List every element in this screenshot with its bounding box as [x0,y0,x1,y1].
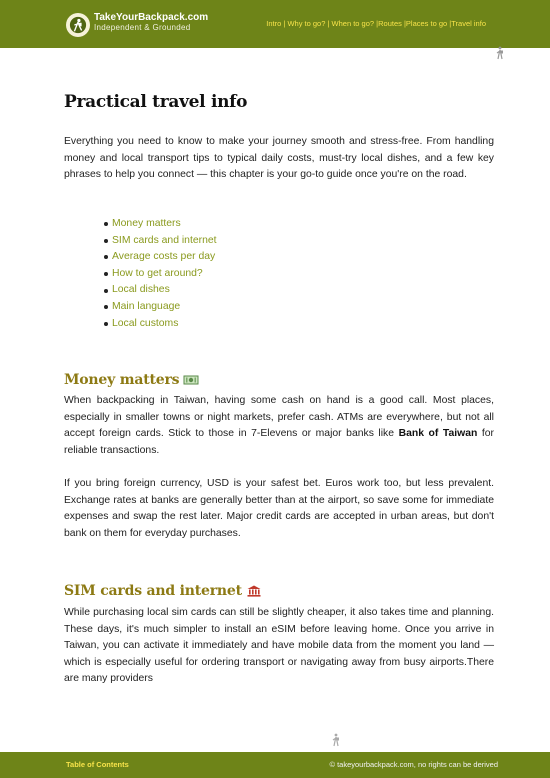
brand-name[interactable]: TakeYourBackpack.com [94,12,209,23]
bullet-icon [104,322,108,326]
section-heading-money [64,372,199,388]
toc-link-average-costs[interactable]: Average costs per day [112,251,216,263]
nav-when-to-go[interactable]: When to go? [331,19,375,28]
backpacker-logo-icon[interactable] [66,13,90,37]
bullet-icon [104,289,108,293]
toc-item [104,216,217,233]
toc-link-get-around[interactable]: How to get around? [112,267,203,279]
nav-why-to-go[interactable]: Why to go? [287,19,326,28]
bullet-icon [104,222,108,226]
hiker-icon [494,46,506,60]
toc-item [104,299,217,316]
table-of-contents-link[interactable]: Table of Contents [66,760,129,769]
toc-item [104,282,217,299]
toc-link-money-matters[interactable]: Money matters [112,218,181,229]
bank-of-taiwan-link[interactable]: Bank of Taiwan [398,428,478,440]
bullet-icon [104,272,108,276]
brand [94,12,208,33]
sim-heading-text: SIM cards and internet [64,583,242,599]
toc-item [104,249,217,266]
toc-item [104,316,217,333]
nav-travel-info[interactable]: Travel info [451,19,486,28]
section-heading-sim [64,583,262,599]
chapter-toc [104,216,217,332]
nav-intro[interactable]: Intro [266,19,282,28]
top-navigation: Intro | Why to go? | When to go? |Routes |Places to go |Travel info [266,19,486,28]
money-bill-icon [183,374,199,386]
page-header [0,0,550,48]
page-title: Practical travel info [64,92,248,112]
copyright-text: © takeyourbackpack.com, no rights can be derived [329,760,498,769]
sim-paragraph-1: While purchasing local sim cards can still be slightly cheaper, it also takes time and planning. These days, it's much simpler to install an eSIM before leaving home. Once you arrive in Taiwan, you can activate it immediately and have mobile data from the moment you land — which is especially useful for ordering transport or navigating away from busy airports.There are many providers [64,607,494,685]
landmark-icon [246,585,262,597]
brand-tagline: Independent & Grounded [94,23,191,32]
money-paragraph-2: If you bring foreign currency, USD is your safest bet. Euros work too, but less prevalent. Exchange rates at banks are generally better than at the airport, so save some for immediate expenses and swap the rest later. Major credit cards are accepted in urban areas, but don't bank on them for everyday purchases. [64,478,494,539]
hiker-icon [330,733,342,747]
toc-item [104,233,217,250]
money-paragraph-1: When backpacking in Taiwan, having some cash on hand is a good call. Most places, especially in smaller towns or night markets, prefer cash. ATMs are everywhere, but not all accept foreign cards. Stick to those in 7-Elevens or major banks like Bank of Taiwan for reliable transactions. [64,395,494,456]
toc-item [104,266,217,283]
intro-paragraph: Everything you need to know to make your journey smooth and stress-free. From handling money and local transport tips to typical daily costs, must-try local dishes, and a few key phrases to help you connect — this chapter is your go-to guide once you're on the road. [64,136,494,181]
toc-link-local-customs[interactable]: Local customs [112,317,179,329]
money-heading-text: Money matters [64,372,180,388]
nav-routes[interactable]: Routes [378,19,402,28]
bullet-icon [104,305,108,309]
bullet-icon [104,255,108,259]
bullet-icon [104,239,108,243]
nav-places-to-go[interactable]: Places to go [405,19,448,28]
page-footer [0,752,550,778]
toc-link-local-dishes[interactable]: Local dishes [112,284,170,296]
toc-link-main-language[interactable]: Main language [112,300,181,312]
toc-link-sim-cards[interactable]: SIM cards and internet [112,234,217,246]
